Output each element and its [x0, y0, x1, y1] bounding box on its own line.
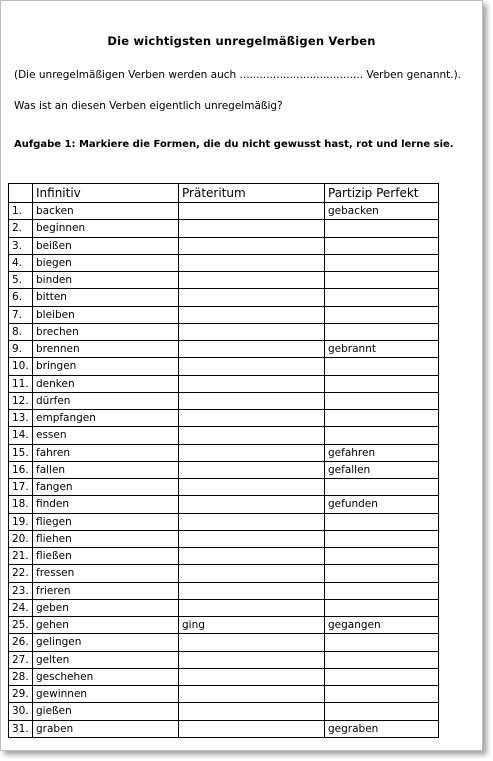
row-number: 17.	[9, 479, 33, 496]
infinitiv-cell: brennen	[33, 341, 179, 358]
table-row	[9, 496, 439, 513]
table-row	[9, 599, 439, 616]
praeteritum-cell[interactable]	[179, 444, 325, 461]
partizip-cell[interactable]: gefunden	[325, 496, 439, 513]
partizip-cell[interactable]: gefallen	[325, 461, 439, 478]
praeteritum-cell[interactable]: ging	[179, 617, 325, 634]
table-row	[9, 634, 439, 651]
praeteritum-cell[interactable]	[179, 565, 325, 582]
partizip-cell[interactable]	[325, 668, 439, 685]
infinitiv-cell: beißen	[33, 237, 179, 254]
table-row	[9, 220, 439, 237]
partizip-cell[interactable]	[325, 479, 439, 496]
row-number: 6.	[9, 289, 33, 306]
partizip-cell[interactable]	[325, 289, 439, 306]
row-number: 19.	[9, 513, 33, 530]
partizip-cell[interactable]	[325, 634, 439, 651]
header-praeteritum: Präteritum	[179, 184, 325, 203]
row-number: 7.	[9, 306, 33, 323]
row-number: 22.	[9, 565, 33, 582]
infinitiv-cell: finden	[33, 496, 179, 513]
infinitiv-cell: fressen	[33, 565, 179, 582]
partizip-cell[interactable]	[325, 565, 439, 582]
task-instruction: Aufgabe 1: Markiere die Formen, die du nicht gewusst hast, rot und lerne sie.	[14, 139, 454, 150]
partizip-cell[interactable]	[325, 651, 439, 668]
praeteritum-cell[interactable]	[179, 548, 325, 565]
infinitiv-cell: frieren	[33, 582, 179, 599]
partizip-cell[interactable]	[325, 254, 439, 271]
partizip-cell[interactable]	[325, 237, 439, 254]
row-number: 11.	[9, 375, 33, 392]
partizip-cell[interactable]	[325, 375, 439, 392]
praeteritum-cell[interactable]	[179, 427, 325, 444]
table-row	[9, 617, 439, 634]
table-row	[9, 375, 439, 392]
praeteritum-cell[interactable]	[179, 306, 325, 323]
praeteritum-cell[interactable]	[179, 254, 325, 271]
praeteritum-cell[interactable]	[179, 634, 325, 651]
infinitiv-cell: geben	[33, 599, 179, 616]
infinitiv-cell: gehen	[33, 617, 179, 634]
row-number: 27.	[9, 651, 33, 668]
praeteritum-cell[interactable]	[179, 341, 325, 358]
table-row	[9, 203, 439, 220]
infinitiv-cell: fangen	[33, 479, 179, 496]
infinitiv-cell: geschehen	[33, 668, 179, 685]
partizip-cell[interactable]	[325, 530, 439, 547]
row-number: 25.	[9, 617, 33, 634]
table-row	[9, 306, 439, 323]
praeteritum-cell[interactable]	[179, 358, 325, 375]
praeteritum-cell[interactable]	[179, 410, 325, 427]
partizip-cell[interactable]	[325, 272, 439, 289]
partizip-cell[interactable]	[325, 427, 439, 444]
row-number: 2.	[9, 220, 33, 237]
table-row	[9, 254, 439, 271]
table-row	[9, 323, 439, 340]
praeteritum-cell[interactable]	[179, 220, 325, 237]
row-number: 1.	[9, 203, 33, 220]
praeteritum-cell[interactable]	[179, 513, 325, 530]
row-number: 28.	[9, 668, 33, 685]
infinitiv-cell: fallen	[33, 461, 179, 478]
infinitiv-cell: gießen	[33, 703, 179, 720]
infinitiv-cell: gelingen	[33, 634, 179, 651]
row-number: 21.	[9, 548, 33, 565]
praeteritum-cell[interactable]	[179, 479, 325, 496]
partizip-cell[interactable]	[325, 410, 439, 427]
infinitiv-cell: brechen	[33, 323, 179, 340]
table-row	[9, 668, 439, 685]
table-row	[9, 651, 439, 668]
table-row	[9, 548, 439, 565]
table-row	[9, 686, 439, 703]
partizip-cell[interactable]	[325, 220, 439, 237]
header-partizip: Partizip Perfekt	[325, 184, 439, 203]
row-number: 30.	[9, 703, 33, 720]
partizip-cell[interactable]	[325, 358, 439, 375]
praeteritum-cell[interactable]	[179, 392, 325, 409]
row-number: 13.	[9, 410, 33, 427]
infinitiv-cell: backen	[33, 203, 179, 220]
table-row	[9, 410, 439, 427]
row-number: 12.	[9, 392, 33, 409]
verb-table	[8, 183, 439, 738]
row-number: 9.	[9, 341, 33, 358]
partizip-cell[interactable]	[325, 548, 439, 565]
infinitiv-cell: fliegen	[33, 513, 179, 530]
infinitiv-cell: binden	[33, 272, 179, 289]
infinitiv-cell: beginnen	[33, 220, 179, 237]
praeteritum-cell[interactable]	[179, 530, 325, 547]
table-row	[9, 289, 439, 306]
praeteritum-cell[interactable]	[179, 496, 325, 513]
praeteritum-cell[interactable]	[179, 651, 325, 668]
partizip-cell[interactable]: gebacken	[325, 203, 439, 220]
praeteritum-cell[interactable]	[179, 686, 325, 703]
partizip-cell[interactable]	[325, 306, 439, 323]
praeteritum-cell[interactable]	[179, 323, 325, 340]
partizip-cell[interactable]	[325, 513, 439, 530]
partizip-cell[interactable]	[325, 599, 439, 616]
infinitiv-cell: graben	[33, 720, 179, 737]
infinitiv-cell: essen	[33, 427, 179, 444]
praeteritum-cell[interactable]	[179, 203, 325, 220]
table-row	[9, 427, 439, 444]
row-number: 5.	[9, 272, 33, 289]
infinitiv-cell: biegen	[33, 254, 179, 271]
praeteritum-cell[interactable]	[179, 668, 325, 685]
infinitiv-cell: denken	[33, 375, 179, 392]
row-number: 31.	[9, 720, 33, 737]
row-number: 4.	[9, 254, 33, 271]
table-row	[9, 565, 439, 582]
table-row	[9, 513, 439, 530]
partizip-cell[interactable]: gegraben	[325, 720, 439, 737]
row-number: 15.	[9, 444, 33, 461]
praeteritum-cell[interactable]	[179, 289, 325, 306]
row-number: 14.	[9, 427, 33, 444]
row-number: 18.	[9, 496, 33, 513]
table-row	[9, 461, 439, 478]
infinitiv-cell: bringen	[33, 358, 179, 375]
infinitiv-cell: bleiben	[33, 306, 179, 323]
verb-table-body	[9, 203, 439, 738]
row-number: 16.	[9, 461, 33, 478]
infinitiv-cell: empfangen	[33, 410, 179, 427]
infinitiv-cell: gewinnen	[33, 686, 179, 703]
partizip-cell[interactable]	[325, 686, 439, 703]
row-number: 29.	[9, 686, 33, 703]
row-number: 8.	[9, 323, 33, 340]
table-row	[9, 358, 439, 375]
table-row	[9, 479, 439, 496]
praeteritum-cell[interactable]	[179, 375, 325, 392]
row-number: 20.	[9, 530, 33, 547]
partizip-cell[interactable]	[325, 323, 439, 340]
question-sentence: Was ist an diesen Verben eigentlich unregelmäßig?	[14, 100, 283, 112]
table-row	[9, 272, 439, 289]
praeteritum-cell[interactable]	[179, 599, 325, 616]
partizip-cell[interactable]	[325, 582, 439, 599]
row-number: 3.	[9, 237, 33, 254]
row-number: 23.	[9, 582, 33, 599]
row-number: 24.	[9, 599, 33, 616]
partizip-cell[interactable]: gegangen	[325, 617, 439, 634]
page-title: Die wichtigsten unregelmäßigen Verben	[107, 34, 376, 48]
praeteritum-cell[interactable]	[179, 237, 325, 254]
praeteritum-cell[interactable]	[179, 461, 325, 478]
table-row	[9, 703, 439, 720]
infinitiv-cell: gelten	[33, 651, 179, 668]
table-row	[9, 582, 439, 599]
infinitiv-cell: bitten	[33, 289, 179, 306]
table-row	[9, 444, 439, 461]
header-number	[9, 184, 33, 203]
infinitiv-cell: dürfen	[33, 392, 179, 409]
infinitiv-cell: fliehen	[33, 530, 179, 547]
intro-sentence: (Die unregelmäßigen Verben werden auch ..................................... Verben genannt.).	[14, 69, 462, 81]
praeteritum-cell[interactable]	[179, 272, 325, 289]
partizip-cell[interactable]	[325, 703, 439, 720]
table-row	[9, 530, 439, 547]
table-header-row	[9, 184, 439, 203]
infinitiv-cell: fließen	[33, 548, 179, 565]
partizip-cell[interactable]: gefahren	[325, 444, 439, 461]
table-row	[9, 392, 439, 409]
praeteritum-cell[interactable]	[179, 582, 325, 599]
table-row	[9, 341, 439, 358]
partizip-cell[interactable]: gebrannt	[325, 341, 439, 358]
table-row	[9, 237, 439, 254]
praeteritum-cell[interactable]	[179, 703, 325, 720]
row-number: 26.	[9, 634, 33, 651]
infinitiv-cell: fahren	[33, 444, 179, 461]
praeteritum-cell[interactable]	[179, 720, 325, 737]
partizip-cell[interactable]	[325, 392, 439, 409]
header-infinitiv: Infinitiv	[33, 184, 179, 203]
table-row	[9, 720, 439, 737]
row-number: 10.	[9, 358, 33, 375]
